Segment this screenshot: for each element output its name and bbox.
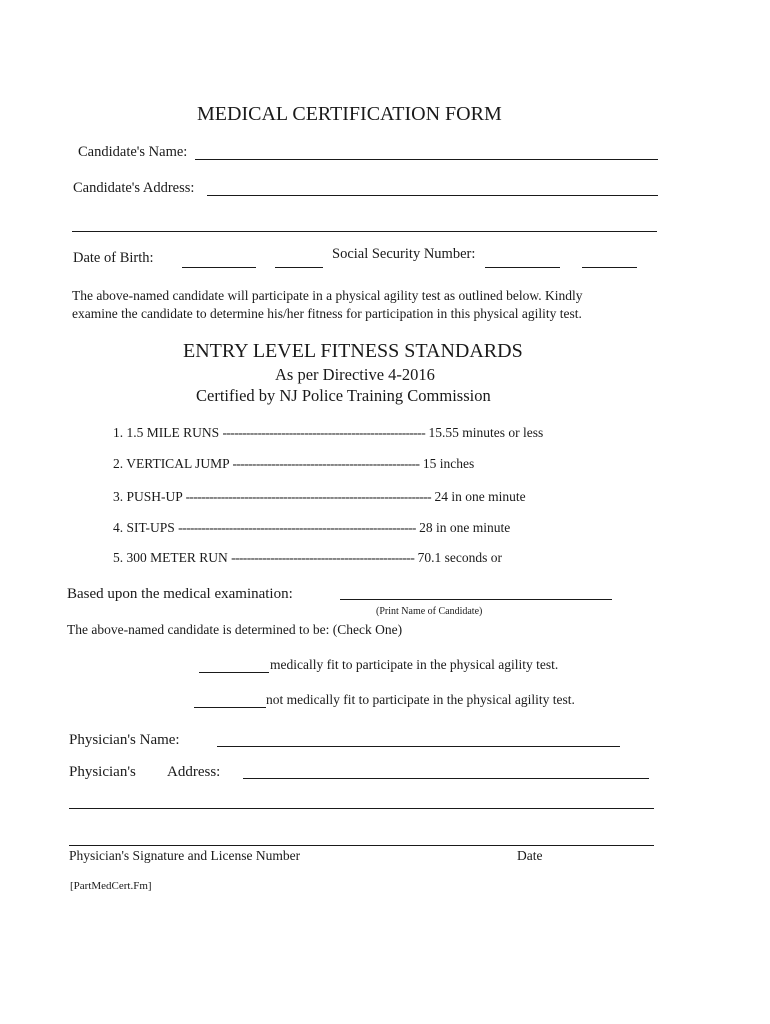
intro-line-2: examine the candidate to determine his/her fitness for participation in this physical agility test. [72, 306, 582, 321]
standard-value: 28 in one minute [419, 520, 511, 535]
standard-value: 15.55 minutes or less [428, 425, 544, 440]
not-fit-option-label: not medically fit to participate in the physical agility test. [266, 692, 575, 707]
dob-label: Date of Birth: [73, 250, 154, 266]
physician-address-label-2: Address: [167, 764, 221, 780]
form-code: [PartMedCert.Fm] [70, 880, 152, 892]
physician-name-label: Physician's Name: [69, 732, 180, 748]
standard-item-pushup [113, 489, 526, 505]
candidate-address-field[interactable] [207, 195, 658, 196]
physician-address-field-2[interactable] [69, 808, 654, 809]
ssn-field-2[interactable] [582, 267, 637, 268]
date-label: Date [517, 848, 543, 863]
standard-leader: ---------------------------------------------------- [222, 425, 426, 440]
standard-leader: ------------------------------------------------------------- [178, 520, 416, 535]
determined-label: The above-named candidate is determined to be: (Check One) [67, 622, 403, 637]
signature-label: Physician's Signature and License Number [69, 848, 301, 863]
standard-leader: ------------------------------------------------ [232, 456, 420, 471]
standard-leader: ----------------------------------------------- [231, 550, 415, 565]
physician-address-label-1: Physician's [69, 764, 136, 780]
standard-label: 1. 1.5 MILE RUNS [113, 425, 220, 440]
form-title: MEDICAL CERTIFICATION FORM [197, 103, 502, 125]
standard-item-situps [113, 520, 510, 536]
candidate-address-field-2[interactable] [72, 231, 657, 232]
not-fit-checkbox-line[interactable] [194, 707, 266, 708]
fit-option-label: medically fit to participate in the physical agility test. [270, 657, 559, 672]
print-name-caption: (Print Name of Candidate) [376, 606, 483, 617]
physician-name-field[interactable] [217, 746, 620, 747]
candidate-print-name-field[interactable] [340, 599, 612, 600]
intro-line-1: The above-named candidate will participate in a physical agility test as outlined below. Kindly [72, 288, 583, 303]
standard-label: 2. VERTICAL JUMP [113, 456, 230, 471]
standard-item-run [113, 425, 543, 441]
standard-leader: --------------------------------------------------------------- [185, 489, 432, 504]
candidate-name-label: Candidate's Name: [78, 144, 188, 160]
signature-field[interactable] [69, 845, 654, 846]
standard-label: 5. 300 METER RUN [113, 550, 228, 565]
ssn-field-1[interactable] [485, 267, 560, 268]
standard-label: 3. PUSH-UP [113, 489, 183, 504]
ssn-label: Social Security Number: [332, 246, 476, 262]
fit-checkbox-line[interactable] [199, 672, 269, 673]
dob-field-2[interactable] [275, 267, 323, 268]
dob-field-1[interactable] [182, 267, 256, 268]
standards-heading: ENTRY LEVEL FITNESS STANDARDS [183, 340, 523, 362]
directive-line: As per Directive 4-2016 [275, 365, 435, 384]
candidate-name-field[interactable] [195, 159, 658, 160]
standard-value: 15 inches [422, 456, 475, 471]
standard-item-jump [113, 456, 474, 472]
standard-item-300m [113, 550, 502, 566]
based-upon-label: Based upon the medical examination: [67, 586, 293, 602]
standard-label: 4. SIT-UPS [113, 520, 175, 535]
standard-value: 24 in one minute [434, 489, 526, 504]
physician-address-field[interactable] [243, 778, 649, 779]
standard-value: 70.1 seconds or [417, 550, 502, 565]
candidate-address-label: Candidate's Address: [73, 180, 195, 196]
certified-line: Certified by NJ Police Training Commission [196, 386, 491, 405]
